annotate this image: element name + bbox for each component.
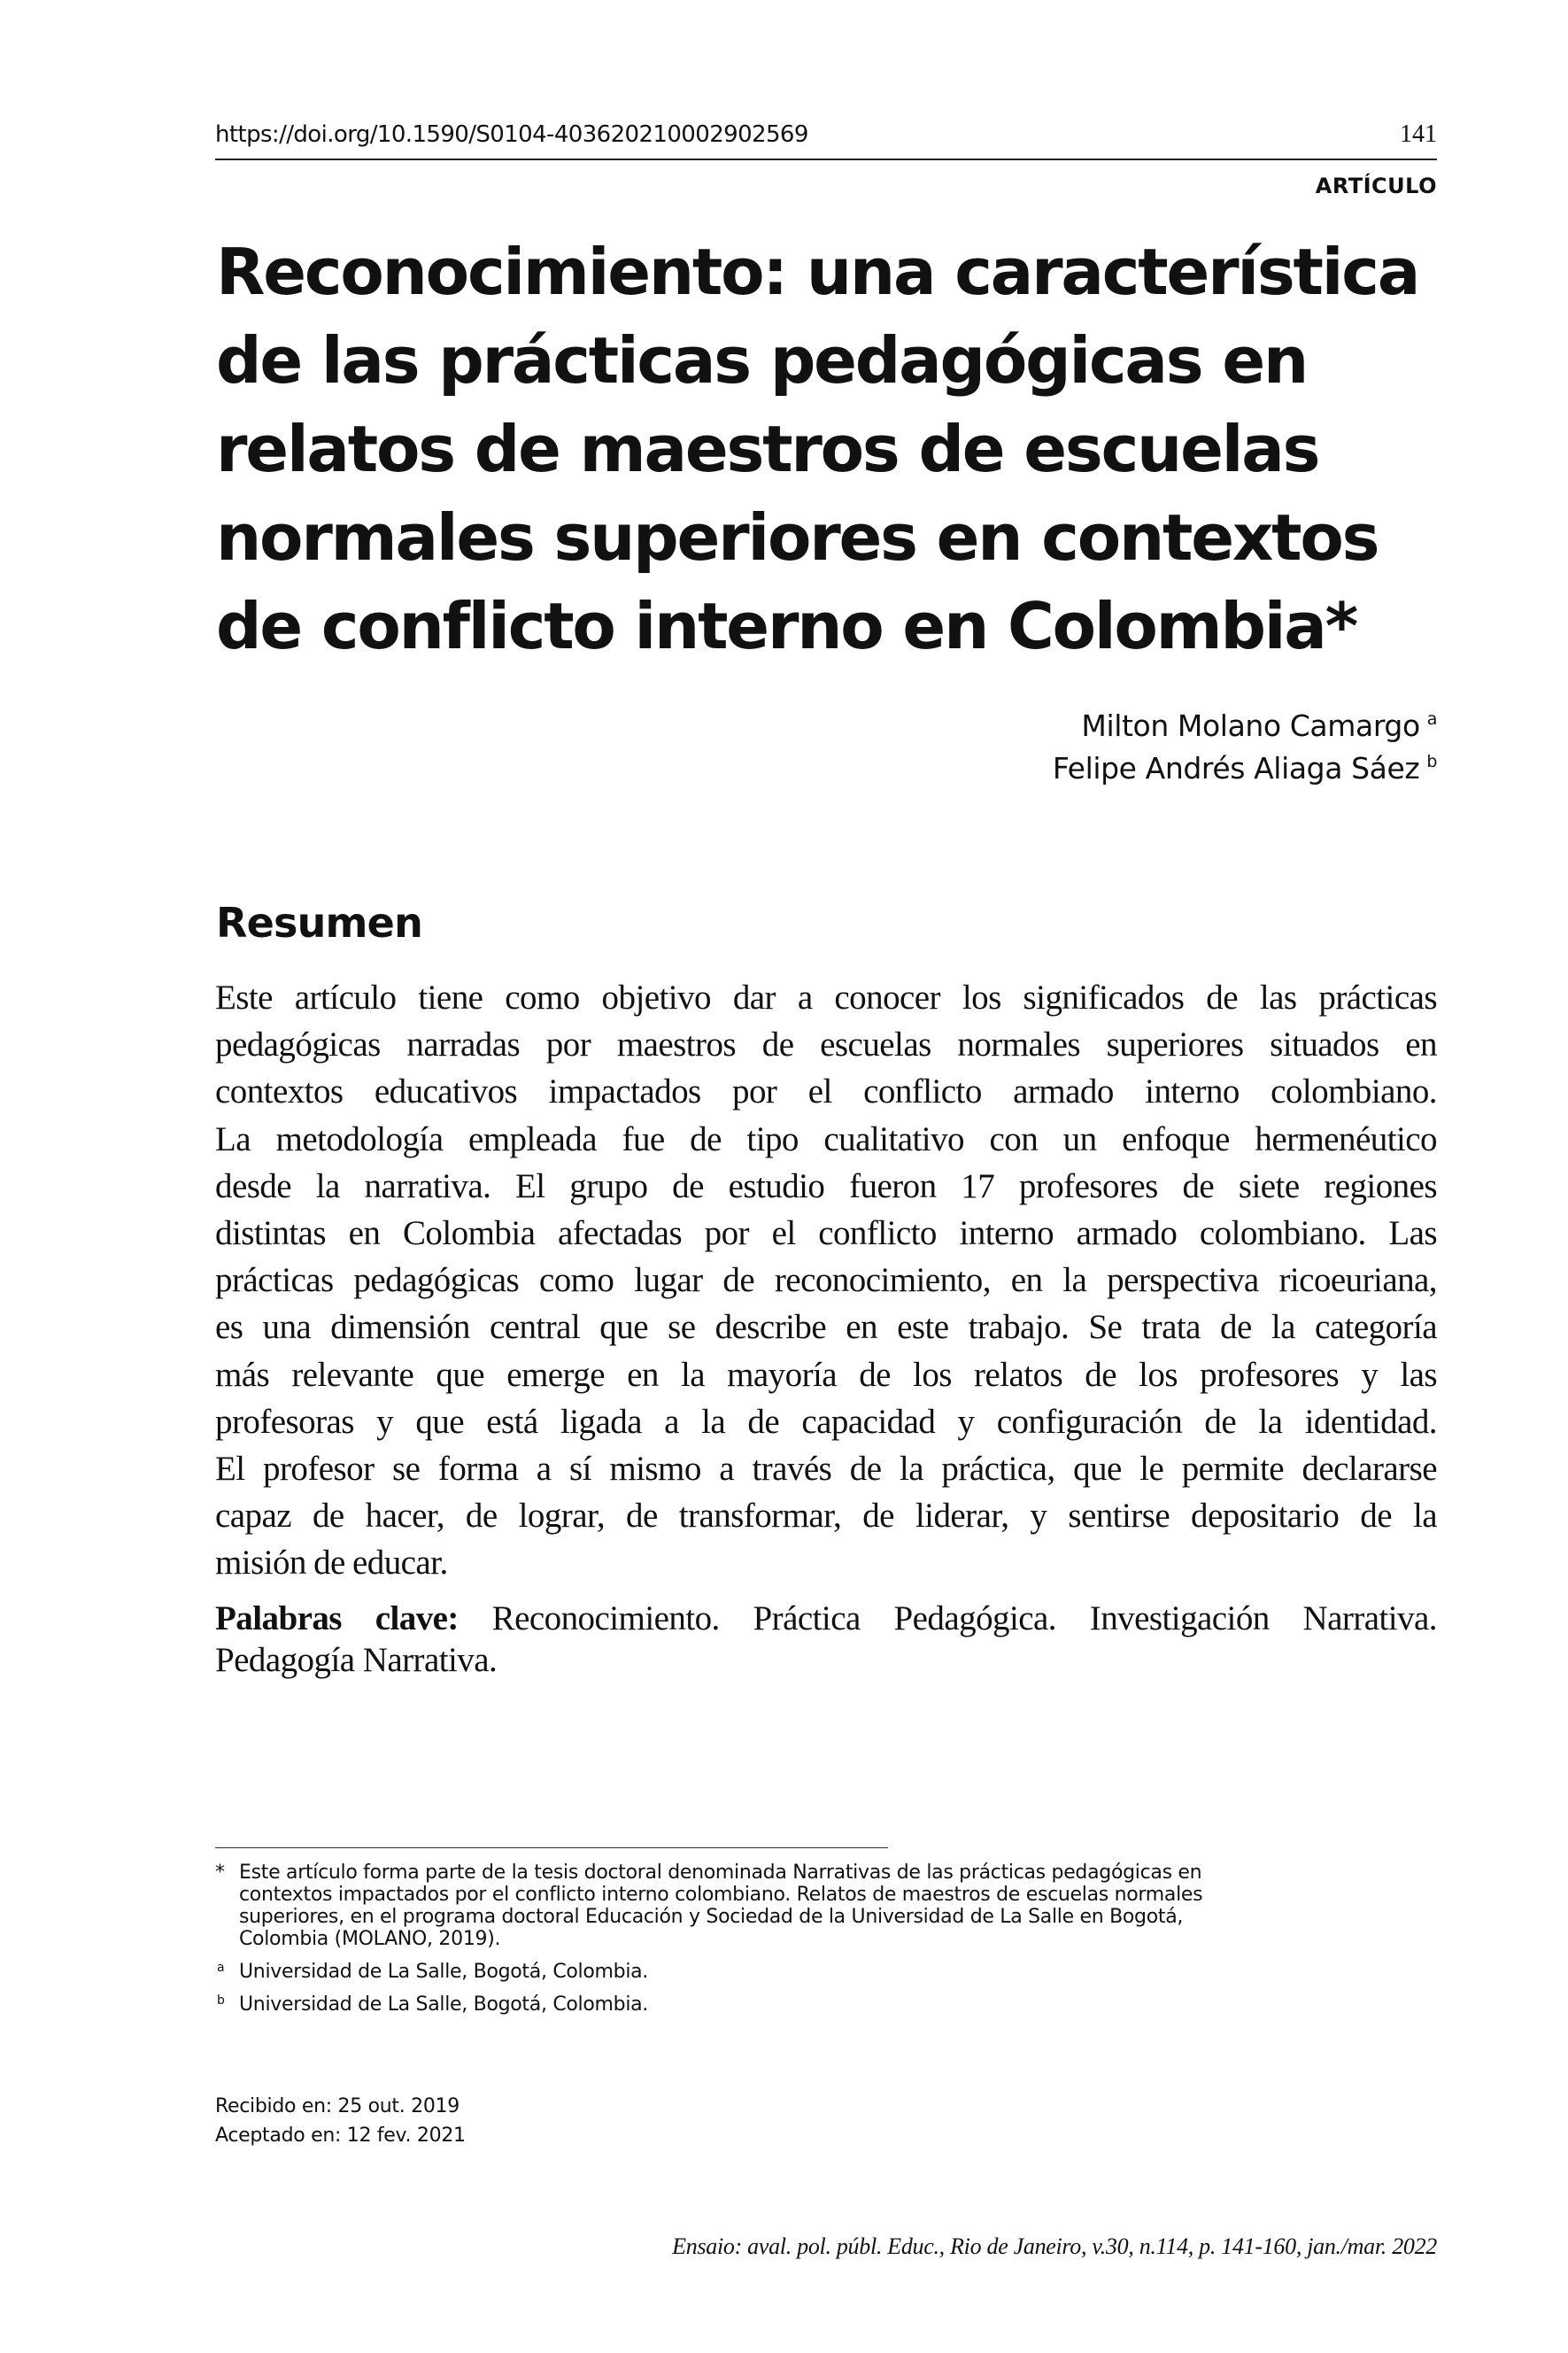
keywords — [215, 1598, 1437, 1681]
abstract-line: distintas en Colombia afectadas por el conflicto interno armado colombiano. Las — [215, 1214, 1437, 1253]
keywords-label: Palabras clave: — [215, 1599, 459, 1637]
section-label: ARTÍCULO — [1315, 174, 1437, 198]
title-line: de las prácticas pedagógicas en — [216, 323, 1308, 398]
title-line: relatos de maestros de escuelas — [216, 412, 1319, 486]
title-line: normales superiores en contextos — [216, 500, 1379, 575]
author — [1053, 744, 1437, 786]
abstract-line: La metodología empleada fue de tipo cualitativo con un enfoque hermenéutico — [215, 1119, 1437, 1158]
abstract-line: contextos educativos impactados por el conflicto armado interno colombiano. — [215, 1072, 1437, 1111]
footnote-line: Universidad de La Salle, Bogotá, Colombia. — [239, 1993, 649, 2016]
abstract-line: profesoras y que está ligada a la de capacidad y configuración de la identidad. — [215, 1402, 1437, 1441]
abstract-line: capaz de hacer, de lograr, de transformar, de liderar, y sentirse depositario de la — [215, 1497, 1437, 1536]
footnote-affiliation-a — [215, 1961, 1437, 1983]
footnote-mark: * — [215, 1862, 225, 1884]
running-head — [215, 119, 1437, 154]
header-divider — [215, 159, 1437, 160]
doi-link[interactable]: https://doi.org/10.1590/S0104-403620210002902569 — [215, 121, 808, 148]
accepted-date: Aceptado en: 12 fev. 2021 — [215, 2125, 466, 2147]
keywords-line: Pedagogía Narrativa. — [215, 1641, 498, 1679]
affiliation-mark: b — [1426, 752, 1437, 771]
affiliation-mark: a — [1426, 709, 1437, 729]
title-line: de conflicto interno en Colombia* — [216, 589, 1357, 663]
footnote-line: Este artículo forma parte de la tesis doctoral denominada Narrativas de las prácticas pedagógicas en — [239, 1862, 1202, 1884]
footnote-line: superiores, en el programa doctoral Educación y Sociedad de la Universidad de La Salle en Bogotá, — [239, 1906, 1184, 1928]
footnote-line: Universidad de La Salle, Bogotá, Colombia. — [239, 1961, 649, 1983]
footnotes — [215, 1862, 1437, 2026]
footnote-divider — [215, 1847, 888, 1848]
abstract-line: es una dimensión central que se describe en este trabajo. Se trata de la categoría — [215, 1308, 1437, 1347]
author-name: Felipe Andrés Aliaga Sáez — [1052, 751, 1420, 786]
received-date: Recibido en: 25 out. 2019 — [215, 2095, 460, 2117]
keywords-line — [215, 1598, 1437, 1639]
abstract-line: Este artículo tiene como objetivo dar a conocer los significados de las prácticas — [215, 979, 1437, 1017]
abstract-line: prácticas pedagógicas como lugar de reconocimiento, en la perspectiva ricoeuriana, — [215, 1261, 1437, 1300]
footnote-line: Colombia (MOLANO, 2019). — [239, 1928, 501, 1950]
abstract-heading: Resumen — [216, 899, 423, 947]
page-number: 141 — [1400, 120, 1437, 148]
abstract-line: pedagógicas narradas por maestros de escuelas normales superiores situados en — [215, 1026, 1437, 1064]
abstract-line: más relevante que emerge en la mayoría de los relatos de los profesores y las — [215, 1355, 1437, 1394]
footnote-affiliation-b — [215, 1993, 1437, 2016]
journal-citation-footer: Ensaio: aval. pol. públ. Educ., Rio de Janeiro, v.30, n.114, p. 141-160, jan./mar. 2022 — [672, 2233, 1437, 2259]
article-title — [216, 228, 1438, 670]
keywords-values: Reconocimiento. Práctica Pedagógica. Investigación Narrativa. — [458, 1599, 1437, 1637]
footnote-mark: b — [217, 1993, 225, 2008]
author-name: Milton Molano Camargo — [1081, 708, 1420, 743]
author-list — [1053, 701, 1437, 786]
footnote-mark: a — [217, 1961, 225, 1975]
submission-dates — [215, 2092, 466, 2150]
abstract-body — [215, 974, 1437, 1587]
footnote-thesis — [215, 1862, 1437, 1950]
author — [1053, 701, 1437, 744]
footnote-line: contextos impactados por el conflicto interno colombiano. Relatos de maestros de escuelas normales — [239, 1884, 1203, 1906]
abstract-line: misión de educar. — [215, 1544, 448, 1583]
abstract-line: desde la narrativa. El grupo de estudio fueron 17 profesores de siete regiones — [215, 1166, 1437, 1205]
abstract-line: El profesor se forma a sí mismo a través de la práctica, que le permite declararse — [215, 1450, 1437, 1489]
title-line: Reconocimiento: una característica — [216, 235, 1419, 309]
